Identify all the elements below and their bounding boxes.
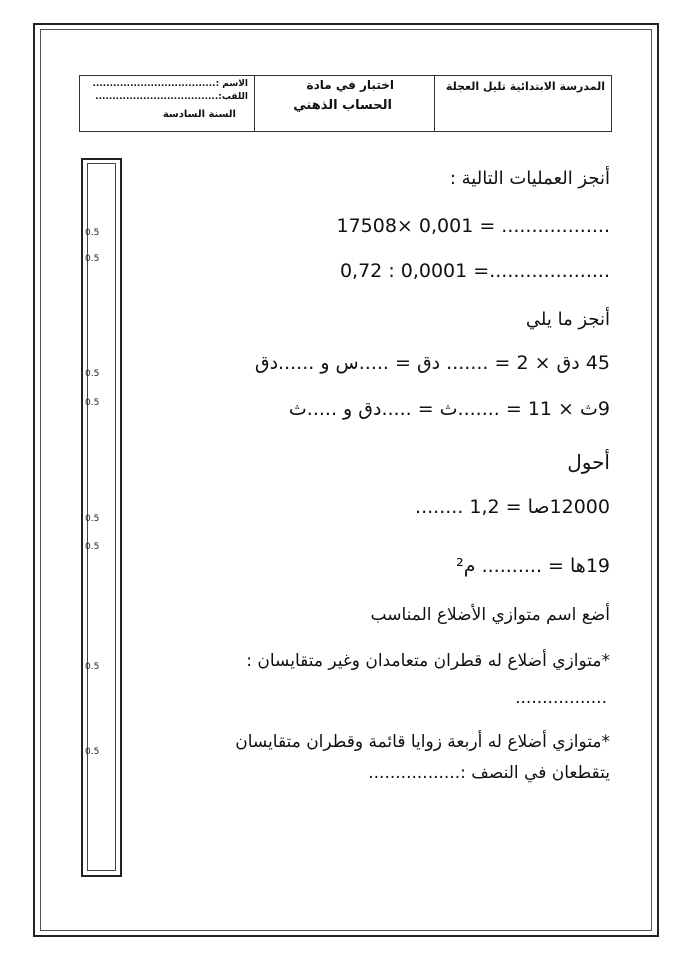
- mark-score: 0.5: [85, 542, 100, 552]
- question-line: *متوازي أضلاع له قطران متعامدان وغير متقايسان :: [246, 651, 610, 671]
- exam-title: اختبار في مادة: [306, 78, 394, 92]
- mark-score: 0.5: [85, 254, 100, 264]
- grade-label: السنة السادسة: [162, 109, 236, 120]
- section-title: أحول: [567, 450, 610, 474]
- mark-score: 0.5: [85, 228, 100, 238]
- exam-header: [79, 75, 612, 132]
- question-line: 45 دق × 2 = ....... دق = .....س و ......دق: [254, 352, 610, 374]
- answer-dots: .................: [515, 688, 607, 708]
- mark-score: 0.5: [85, 514, 100, 524]
- section-title: أنجز ما يلي: [525, 309, 610, 330]
- question-line: 9ث × 11 = .......ث = .....دق و .....ث: [288, 398, 610, 420]
- school-cell: [434, 76, 611, 131]
- name-field: الاسم :....................................: [92, 79, 248, 89]
- subject-cell: [254, 76, 434, 131]
- page-border-inner: [40, 29, 652, 931]
- mark-score: 0.5: [85, 747, 100, 757]
- question-line: يتقطعان في النصف :.................: [368, 763, 610, 783]
- section-title: أنجز العمليات التالية :: [449, 168, 610, 189]
- student-cell: [80, 76, 254, 131]
- school-name: المدرسة الابتدائية تليل العجلة: [445, 80, 605, 93]
- subject-name: الحساب الذهني: [293, 98, 392, 113]
- question-line: 17508× 0,001 = ..................: [336, 215, 610, 237]
- question-line: 19ها = .......... م²: [456, 555, 610, 577]
- question-line: 12000صا = 1,2 ........: [415, 496, 610, 518]
- mark-score: 0.5: [85, 398, 100, 408]
- question-line: *متوازي أضلاع له أربعة زوايا قائمة وقطران متقايسان: [235, 732, 610, 752]
- surname-field: اللقب:....................................: [95, 92, 248, 102]
- mark-score: 0.5: [85, 662, 100, 672]
- section-title: أضع اسم متوازي الأضلاع المناسب: [370, 605, 610, 625]
- mark-score: 0.5: [85, 369, 100, 379]
- question-line: 0,72 : 0,0001 =....................: [339, 260, 610, 282]
